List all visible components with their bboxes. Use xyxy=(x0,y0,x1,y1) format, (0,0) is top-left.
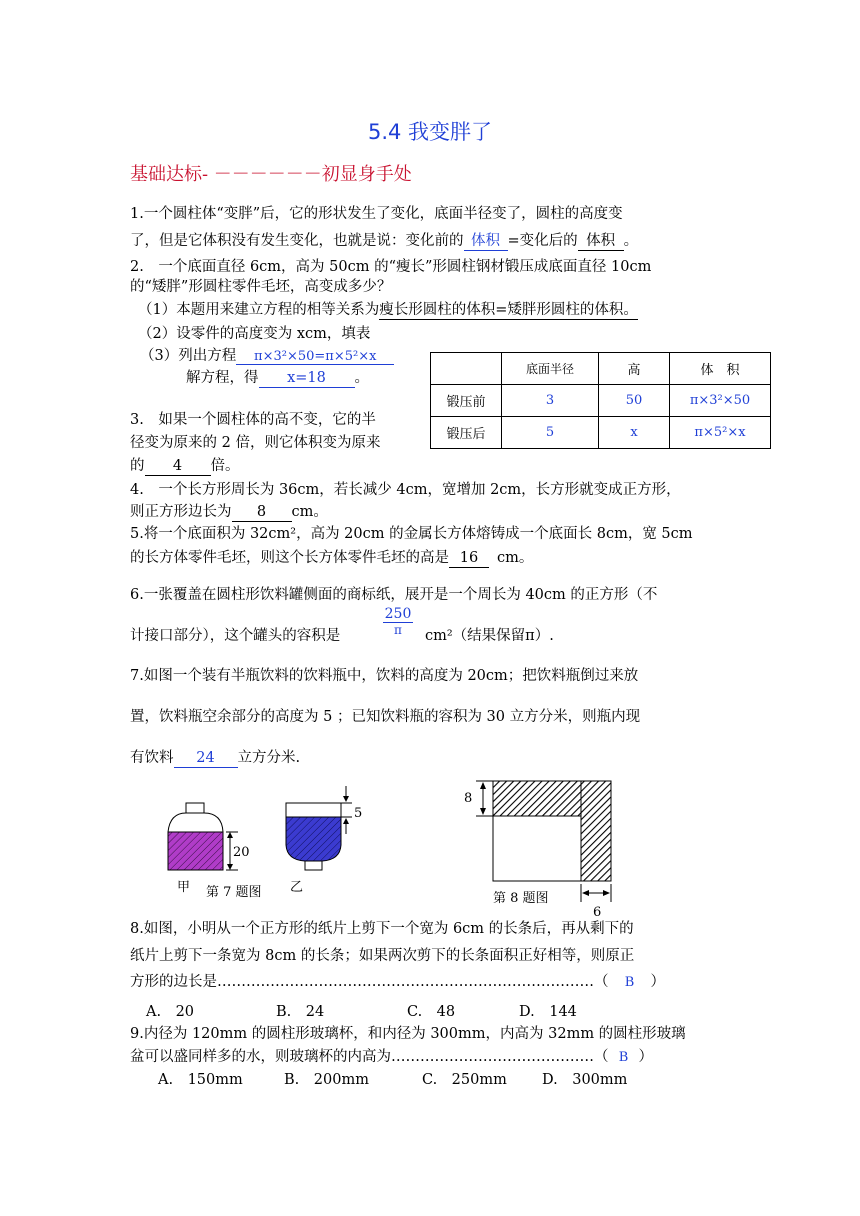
q3-end: 倍。 xyxy=(210,458,240,474)
q8-line3 xyxy=(130,970,665,991)
q8-option-d: D. 144 xyxy=(519,1004,577,1020)
label-6: 6 xyxy=(593,905,602,920)
q9-line2 xyxy=(130,1045,653,1066)
q8-options xyxy=(146,1000,577,1021)
q1-blank2: 体积 xyxy=(578,234,624,251)
q9-answer: B xyxy=(618,1050,629,1065)
q2-sub1-text: （1）本题用来建立方程的相等关系为 xyxy=(138,302,380,318)
q1-line2-text: 了，但是它体积没有发生变化，也就是说：变化前的 xyxy=(130,233,464,249)
q4-line1: 4. 一个长方形周长为 36cm，若长减少 4cm，宽增加 2cm，长方形就变成正方形， xyxy=(130,482,681,498)
q7-line1: 7.如图一个装有半瓶饮料的饮料瓶中，饮料的高度为 20cm；把饮料瓶倒过来放 xyxy=(130,668,639,684)
q5-end: cm。 xyxy=(497,550,534,566)
q9-text: 盆可以盛同样多的水，则玻璃杯的内高为……………………………………（ xyxy=(130,1049,609,1065)
q9-line1: 9.内径为 120mm 的圆柱形玻璃杯，和内径为 300mm，内高为 32mm 的圆柱形玻璃 xyxy=(130,1026,686,1042)
q2-sub3-answer: π×3²×50=π×5²×x xyxy=(236,350,394,365)
q3-text: 的 xyxy=(130,458,145,474)
q4-end: cm。 xyxy=(291,504,328,520)
q8-option-c: C. 48 xyxy=(407,1004,456,1020)
q3-answer: 4 xyxy=(145,459,211,476)
q3-line1: 3. 如果一个圆柱体的高不变，它的半 xyxy=(130,412,376,428)
q7-end: 立方分米. xyxy=(237,750,301,766)
q2-solve-text: 解方程，得 xyxy=(186,370,259,386)
q7-answer: 24 xyxy=(174,751,238,768)
table-cell: 体 积 xyxy=(670,353,771,385)
label-yi: 乙 xyxy=(290,880,304,895)
fig8-caption: 第 8 题图 xyxy=(493,891,549,906)
q6-answer-numerator: 250 xyxy=(384,606,412,622)
bottle-jia xyxy=(168,803,238,870)
label-5: 5 xyxy=(354,806,363,821)
q6-answer-denominator: π xyxy=(394,623,402,637)
q4-text: 则正方形边长为 xyxy=(130,504,232,520)
label-jia: 甲 xyxy=(177,880,191,895)
q6-line2: 计接口部分），这个罐头的容积是 xyxy=(130,628,341,644)
page-title: 5.4 我变胖了 xyxy=(367,120,493,144)
table-cell: x xyxy=(599,417,670,449)
q9-option-b: B. 200mm xyxy=(284,1072,369,1088)
label-8: 8 xyxy=(464,791,473,806)
q5-line1: 5.将一个底面积为 32cm²，高为 20cm 的金属长方体熔铸成一个底面长 8cm，宽 5cm xyxy=(130,526,693,542)
table-cell: 高 xyxy=(599,353,670,385)
table-cell: 锻压前 xyxy=(431,385,502,417)
q2-sub3-text: （3）列出方程 xyxy=(140,348,237,364)
q5-text: 的长方体零件毛坯，则这个长方体零件毛坯的高是 xyxy=(130,550,449,566)
q7-line2: 置，饮料瓶空余部分的高度为 5 ；已知饮料瓶的容积为 30 立方分米，则瓶内现 xyxy=(130,709,641,725)
label-20: 20 xyxy=(233,845,250,860)
q8-option-b: B. 24 xyxy=(276,1004,325,1020)
q2-line2: 的“矮胖”形圆柱零件毛坯，高变成多少？ xyxy=(130,279,392,295)
table-cell: 3 xyxy=(502,385,599,417)
q2-sub1-answer: 瘦长形圆柱的体积=矮胖形圆柱的体积。 xyxy=(379,302,638,318)
table-cell: 底面半径 xyxy=(502,353,599,385)
q1-blank1: 体积 xyxy=(464,234,508,251)
fig7-caption: 第 7 题图 xyxy=(206,885,262,900)
q5-answer: 16 xyxy=(449,551,489,568)
q8-line2: 纸片上剪下一条宽为 8cm 的长条；如果两次剪下的长条面积正好相等，则原正 xyxy=(130,948,635,964)
q9-options xyxy=(158,1068,627,1089)
q6-line1: 6.一张覆盖在圆柱形饮料罐侧面的商标纸，展开是一个周长为 40cm 的正方形（不 xyxy=(130,587,658,603)
q8-text: 方形的边长是……………………………………………………………………（ xyxy=(130,974,609,990)
q1-end: 。 xyxy=(623,233,639,249)
q7-text: 有饮料 xyxy=(130,750,174,766)
q9-option-d: D. 300mm xyxy=(542,1072,628,1088)
table-cell: π×5²×x xyxy=(670,417,771,449)
table-cell: 5 xyxy=(502,417,599,449)
q9-option-a: A. 150mm xyxy=(158,1072,243,1088)
q8-end: ） xyxy=(650,974,665,990)
q2-line1: 2. 一个底面直径 6cm，高为 50cm 的“瘦长”形圆柱钢材锻压成底面直径 10cm xyxy=(130,259,652,275)
q8-option-a: A. 20 xyxy=(146,1004,195,1020)
table-cell: 50 xyxy=(599,385,670,417)
q2-solve-end: 。 xyxy=(354,370,369,386)
q9-end: ） xyxy=(638,1049,653,1065)
q3-line2: 径变为原来的 2 倍，则它体积变为原来 xyxy=(130,435,381,451)
q2-solve-answer: x=18 xyxy=(259,371,355,388)
table-cell: 锻压后 xyxy=(431,417,502,449)
q1-line1: 1.一个圆柱体“变胖”后，它的形状发生了变化，底面半径变了，圆柱的高度变 xyxy=(130,206,623,222)
figure-8 xyxy=(476,781,611,902)
q2-sub2: （2）设零件的高度变为 xcm，填表 xyxy=(138,326,371,342)
bottle-yi xyxy=(286,786,352,870)
q4-answer: 8 xyxy=(232,505,292,522)
q1-mid: =变化后的 xyxy=(507,233,578,249)
q9-option-c: C. 250mm xyxy=(422,1072,507,1088)
table-cell: π×3²×50 xyxy=(670,385,771,417)
section-heading: 基础达标- －－－－－－初显身手处 xyxy=(130,164,412,185)
q6-line2-end: cm²（结果保留π）. xyxy=(425,628,554,644)
q8-answer: B xyxy=(624,975,635,990)
q8-line1: 8.如图，小明从一个正方形的纸片上剪下一个宽为 6cm 的长条后，再从剩下的 xyxy=(130,921,634,937)
